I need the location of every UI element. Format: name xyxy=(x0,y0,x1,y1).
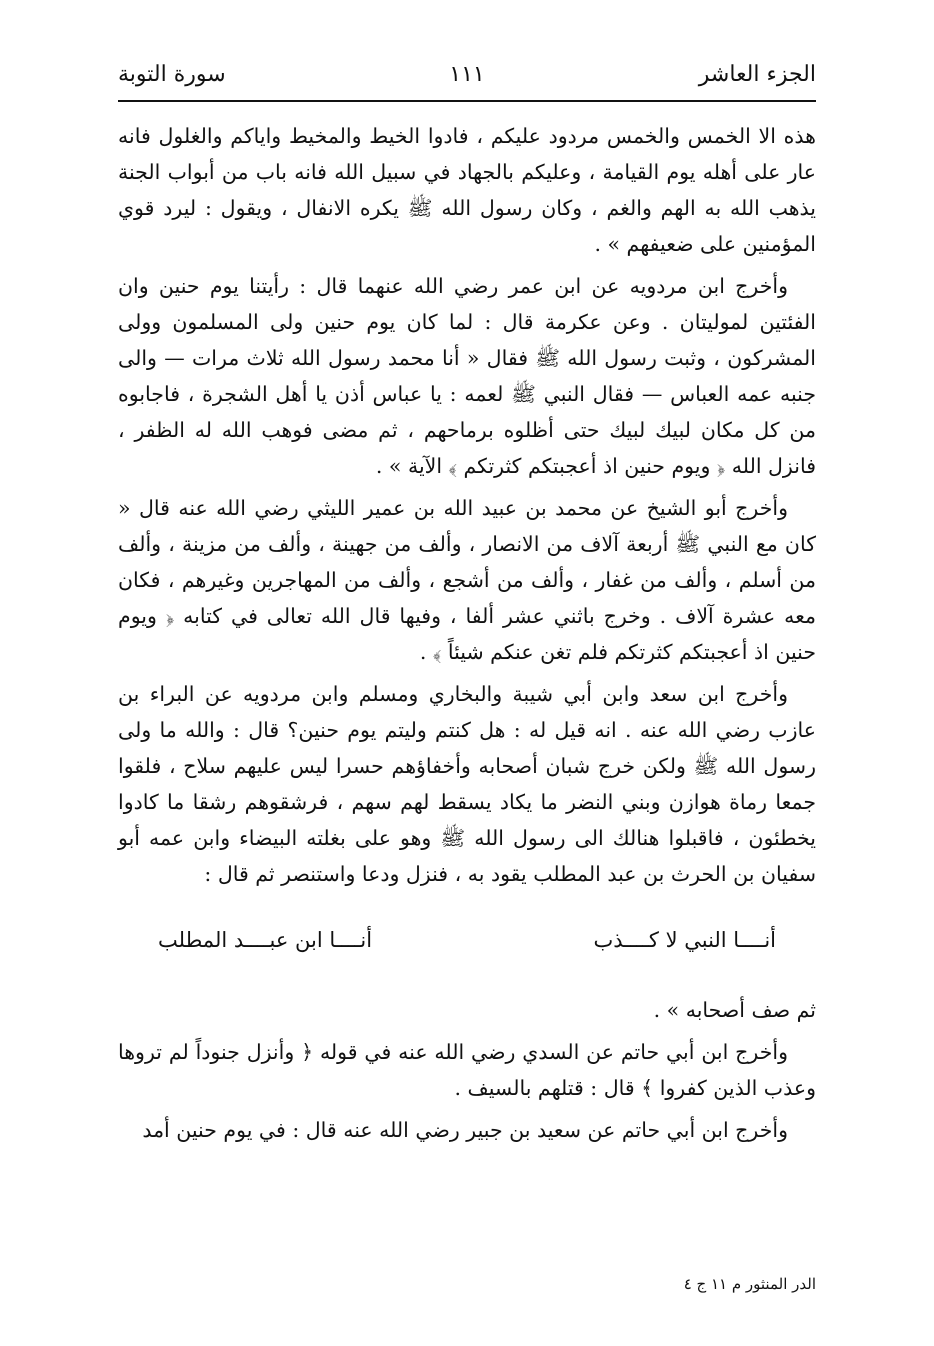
paragraph-5: ثم صف أصحابه » . xyxy=(653,998,816,1022)
paragraph-3: وأخرج أبو الشيخ عن محمد بن عبيد الله بن عمير الليثي رضي الله عنه قال « كان مع النبي ﷺ أربعة آلاف من الانصار ، وألف من جهينة ، وألف من مزينة ، وألف من أسلم ، وألف من غفار ، وألف من أشجع ، وألف من المهاجرين وغيرهم ، فكان معه عشرة آلاف . وخرج باثني عشر ألفا ، وفيها قال الله تعالى في كتابه ﴿ ويوم حنين اذ أعجبتكم كثرتكم فلم تغن عنكم شيئاً ﴾ . xyxy=(118,496,816,664)
paragraph-2: وأخرج ابن مردويه عن ابن عمر رضي الله عنهما قال : رأيتنا يوم حنين وان الفئتين لموليتان . وعن عكرمة قال : لما كان يوم حنين ولى المسلمون وولى المشركون ، وثبت رسول الله ﷺ فقال « أنا محمد رسول الله ثلاث مرات — والى جنبه عمه العباس — فقال النبي ﷺ لعمه : يا عباس أذن يا أهل الشجرة ، فاجابوه من كل مكان لبيك لبيك حتى أظلوه برماحهم ، ثم مضى فوهب الله له الظفر ، فانزل الله ﴿ ويوم حنين اذ أعجبتكم كثرتكم ﴾ الآية » . xyxy=(118,274,816,478)
verse-hemistich-2: أنــــا ابن عبــــد المطلب xyxy=(158,928,373,952)
poem-verse xyxy=(158,922,776,958)
paragraph-1: هذه الا الخمس والخمس مردود عليكم ، فادوا الخيط والمخيط واياكم والغلول فانه عار على أهله يوم القيامة ، وعليكم بالجهاد في سبيل الله فانه باب من أبواب الجنة يذهب الله به الهم والغم ، وكان رسول الله ﷺ يكره الانفال ، ويقول : ليرد قوي المؤمنين على ضعيفهم » . xyxy=(118,124,816,256)
paragraph-7: وأخرج ابن أبي حاتم عن سعيد بن جبير رضي الله عنه قال : في يوم حنين أمد xyxy=(142,1118,788,1142)
juz-title: الجزء العاشر xyxy=(698,62,816,87)
paragraph-6: وأخرج ابن أبي حاتم عن السدي رضي الله عنه في قوله ﴿ وأنزل جنوداً لم تروها وعذب الذين كفروا ﴾ قال : قتلهم بالسيف . xyxy=(118,1040,816,1100)
running-header xyxy=(118,58,816,92)
printer-signature: الدر المنثور م ١١ ج ٤ xyxy=(683,1275,816,1293)
verse-hemistich-1: أنــــا النبي لا كــــذب xyxy=(593,928,776,952)
surah-title: سورة التوبة xyxy=(118,62,226,87)
page-number: ١١١ xyxy=(449,62,485,87)
header-rule xyxy=(118,100,816,102)
paragraph-4: وأخرج ابن سعد وابن أبي شيبة والبخاري ومسلم وابن مردويه عن البراء بن عازب رضي الله عنه . انه قيل له : هل كنتم وليتم يوم حنين؟ قال : والله ما ولى رسول الله ﷺ ولكن خرج شبان أصحابه وأخفاؤهم حسرا ليس عليهم سلاح ، فلقوا جمعا رماة هوازن وبني النضر ما يكاد يسقط لهم سهم ، فرشقوهم رشقا ما كادوا يخطئون ، فاقبلوا هنالك الى رسول الله ﷺ وهو على بغلته البيضاء وابن عمه أبو سفيان بن الحرث بن عبد المطلب يقود به ، فنزل ودعا واستنصر ثم قال : xyxy=(118,682,816,886)
page-body xyxy=(118,118,816,1154)
